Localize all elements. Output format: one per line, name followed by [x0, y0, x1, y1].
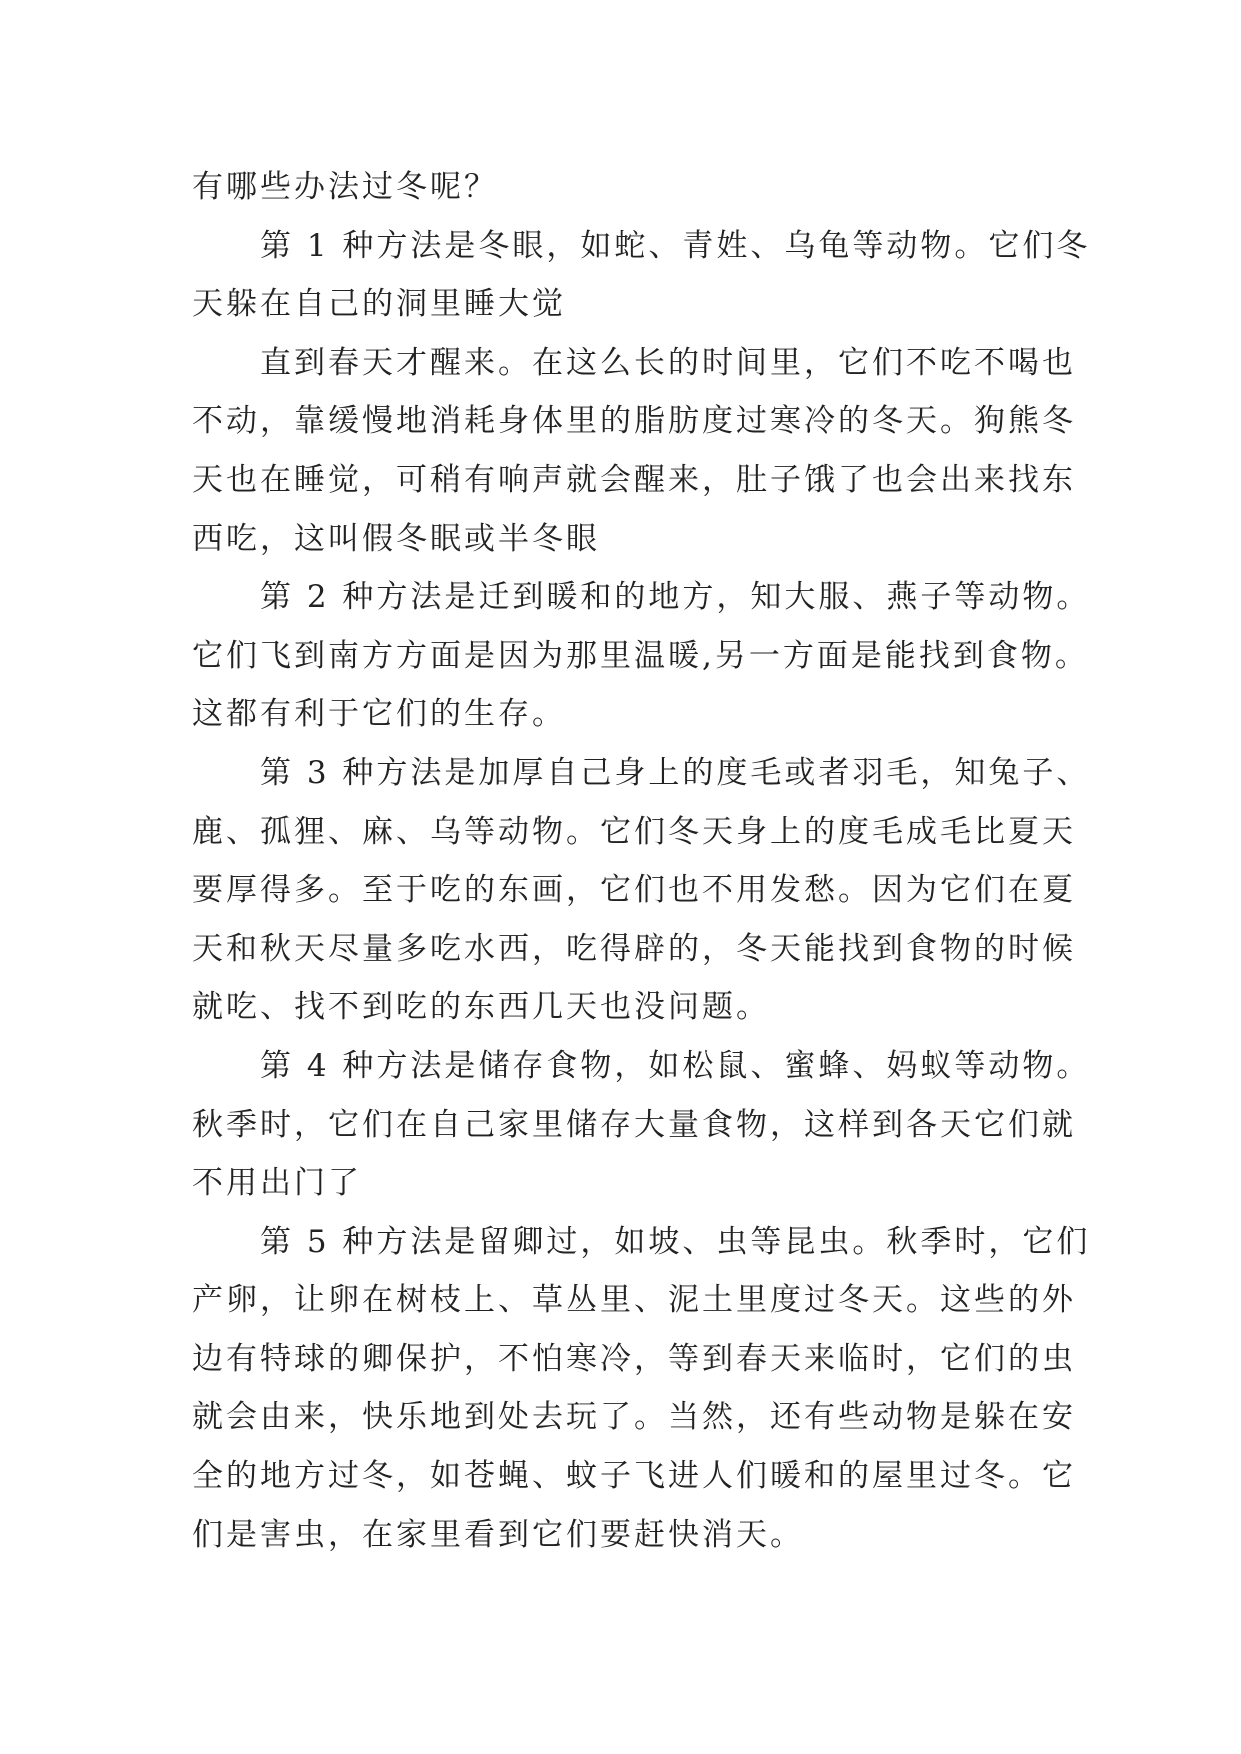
text-line: 们是害虫，在家里看到它们要赶快消天。: [192, 1516, 804, 1553]
text-line: 产卵，让卵在树枝上、草丛里、泥土里度过冬天。这些的外: [192, 1282, 1076, 1319]
text-line: 第 4 种方法是储存食物，如松鼠、蜜蜂、妈蚁等动物。: [260, 1047, 1091, 1084]
text-line: 天和秋天尽量多吃水西，吃得辟的，冬天能找到食物的时候: [192, 930, 1076, 967]
text-line: 不用出门了: [192, 1165, 362, 1202]
text-line: 有哪些办法过冬呢？: [192, 169, 498, 205]
text-line: 不动，靠缓慢地消耗身体里的脂肪度过寒冷的冬天。狗熊冬: [192, 403, 1076, 440]
text-line: 天躲在自己的洞里睡大觉: [192, 286, 566, 323]
text-line: 第 1 种方法是冬眼，如蛇、青姓、乌龟等动物。它们冬: [260, 227, 1091, 264]
text-line: 第 3 种方法是加厚自己身上的度毛或者羽毛，知兔子、: [260, 754, 1091, 791]
text-line: 西吃，这叫假冬眠或半冬眼: [192, 520, 600, 557]
text-line: 这都有利于它们的生存。: [192, 696, 566, 733]
text-line: 边有特球的卿保护，不怕寒冷，等到春天来临时，它们的虫: [192, 1340, 1076, 1377]
text-line: 第 2 种方法是迁到暖和的地方，知大服、燕子等动物。: [260, 579, 1091, 616]
text-line: 全的地方过冬，如苍蝇、蚊子飞进人们暖和的屋里过冬。它: [192, 1458, 1076, 1495]
text-line: 秋季时，它们在自己家里储存大量食物，这样到各天它们就: [192, 1106, 1076, 1143]
text-line: 要厚得多。至于吃的东画，它们也不用发愁。因为它们在夏: [192, 872, 1076, 909]
text-line: 天也在睡觉，可稍有响声就会醒来，肚子饿了也会出来找东: [192, 461, 1076, 498]
text-line: 它们飞到南方方面是因为那里温暖,另一方面是能找到食物。: [192, 637, 1089, 674]
text-line: 第 5 种方法是留卿过，如坡、虫等昆虫。秋季时，它们: [260, 1223, 1091, 1260]
text-line: 就会由来，快乐地到处去玩了。当然，还有些动物是躲在安: [192, 1399, 1076, 1436]
document-body: [192, 158, 1092, 1564]
text-line: 鹿、孤狸、麻、乌等动物。它们冬天身上的度毛成毛比夏天: [192, 813, 1076, 850]
text-line: 就吃、找不到吃的东西几天也没问题。: [192, 989, 770, 1026]
text-line: 直到春天才醒来。在这么长的时间里，它们不吃不喝也: [260, 344, 1076, 381]
